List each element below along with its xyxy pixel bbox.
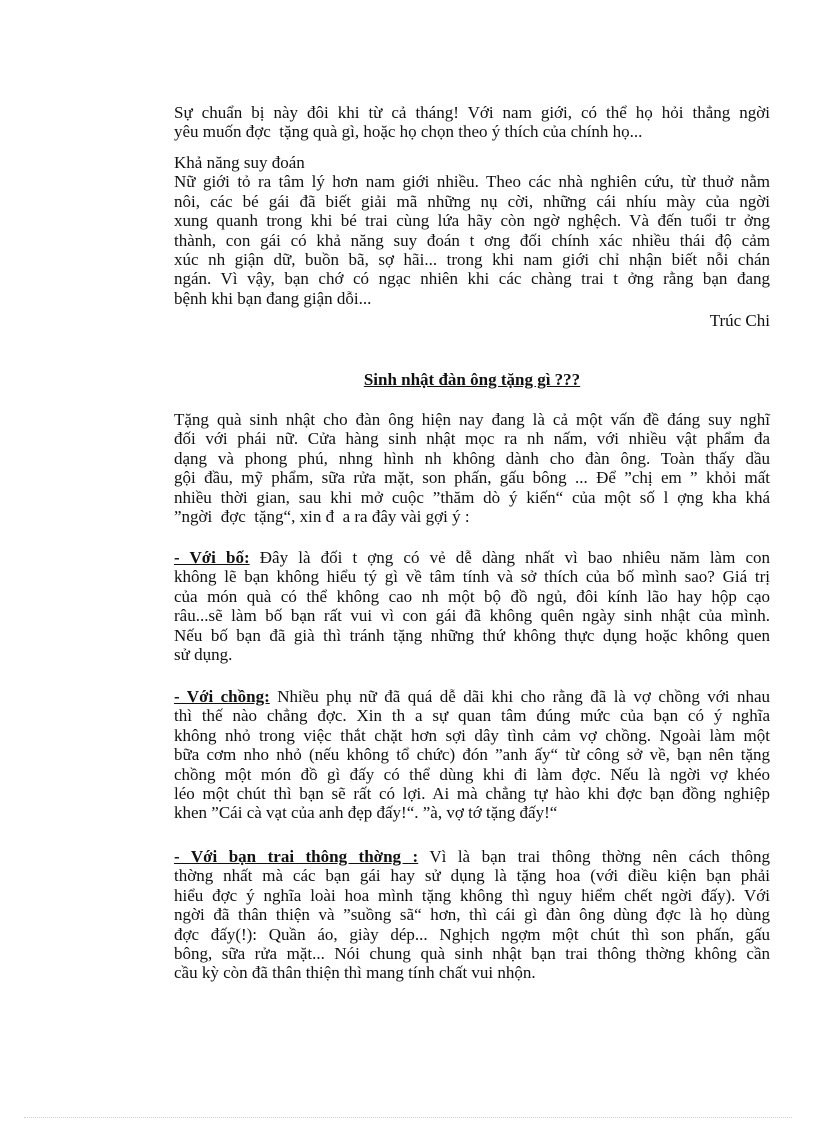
section-heading: Khả năng suy đoán bbox=[174, 153, 305, 172]
text-line: thì thế nào chẳng đợc. Xin th a sự quan tâm đúng mức của bạn có ý nghĩa bbox=[174, 706, 770, 726]
article-title: Sinh nhật đàn ông tặng gì ??? bbox=[363, 370, 581, 389]
author-name: Trúc Chi bbox=[709, 311, 770, 330]
article-intro bbox=[174, 410, 770, 526]
text-line: sử dụng. bbox=[174, 644, 233, 664]
text-line: nôi, các bé gái đã biết giải mã những nụ cời, những cái nhíu mày của ngời bbox=[174, 191, 770, 211]
text-line: dạng và phong phú, nhng hình nh không dành cho đàn ông. Toàn thấy dầu bbox=[174, 448, 770, 468]
father-lead: - Với bố: bbox=[174, 548, 250, 567]
text-line bbox=[174, 847, 770, 866]
boyfriend-section bbox=[174, 847, 770, 983]
author-signature bbox=[174, 311, 770, 330]
text-line: Sự chuẩn bị này đôi khi từ cả tháng! Với nam giới, có thể họ hỏi thẳng ngời bbox=[174, 103, 770, 122]
text-line: nhiều thời gian, sau khi mở cuộc ”thăm dò ý kiến“ của một số l ợng kha khá bbox=[174, 487, 770, 507]
text-line: ”ngời đợc tặng“, xin đ a ra đây vài gợi ý : bbox=[174, 506, 470, 526]
text-line: léo một chút thì bạn sẽ rất có lợi. Ai mà chẳng tự hào khi đợc bạn đồng nghiệp bbox=[174, 783, 770, 803]
text-line: bữa cơm nho nhỏ (nếu không tổ chức) đón ”anh ấy“ từ công sở về, bạn nên tặng bbox=[174, 745, 770, 765]
text-line: chồng một món đồ gì đấy có thể dùng khi đi làm đợc. Nếu là ngời vợ khéo bbox=[174, 764, 770, 784]
text-line: thành, con gái có khả năng suy đoán t ơng đối chính xác nhiều thái độ cảm bbox=[174, 230, 770, 250]
page-bottom-divider bbox=[24, 1117, 792, 1118]
text-line: đối với phái nữ. Cửa hàng sinh nhật mọc ra nh nấm, với nhiều vật phẩm đa bbox=[174, 429, 770, 449]
boyfriend-text: Vì là bạn trai thông thờng nên cách thông bbox=[418, 847, 770, 866]
text-line: Tặng quà sinh nhật cho đàn ông hiện nay đang là cả một vấn đề đáng suy nghĩ bbox=[174, 410, 770, 429]
text-line: thờng nhất mà các bạn gái hay sử dụng là tặng hoa (với điều kiện bạn phải bbox=[174, 866, 770, 886]
text-line: khen ”Cái cà vạt của anh đẹp đấy!“. ”à, vợ tớ tặng đấy!“ bbox=[174, 803, 558, 823]
husband-lead: - Với chồng: bbox=[174, 687, 270, 706]
text-line: đợc đấy(!): Quần áo, giày dép... Nghịch ngợm một chút thì son phấn, gấu bbox=[174, 924, 770, 944]
intro-paragraph bbox=[174, 103, 770, 142]
text-line: không nhỏ trong việc thắt chặt hơn sợi dây tình cảm vợ chồng. Ngoài làm một bbox=[174, 725, 770, 745]
guess-section bbox=[174, 153, 770, 308]
text-line: râu...sẽ làm bố bạn rất vui vì con gái đã không quên ngày sinh nhật của mình. bbox=[174, 606, 770, 626]
text-line: bông, sữa rửa mặt... Nói chung quà sinh nhật bạn trai thông thờng không cần bbox=[174, 943, 770, 963]
husband-section bbox=[174, 687, 770, 823]
text-line: bệnh khi bạn đang giận dỗi... bbox=[174, 288, 372, 308]
text-line: yêu muốn đợc tặng quà gì, hoặc họ chọn theo ý thích của chính họ... bbox=[174, 122, 643, 142]
husband-text: Nhiều phụ nữ đã quá dễ dãi khi cho rằng đã là vợ chồng với nhau bbox=[269, 687, 770, 706]
text-line bbox=[174, 548, 770, 567]
text-line: của món quà có thể không cao nh một bộ đồ ngủ, đôi kính lão hay hộp cạo bbox=[174, 586, 770, 606]
text-line: Nữ giới tỏ ra tâm lý hơn nam giới nhiều. Theo các nhà nghiên cứu, từ thuở nằm bbox=[174, 172, 770, 192]
text-line: xúc nh giận dữ, buồn bã, sợ hãi... trong khi nam giới chỉ nhận biết nỗi chán bbox=[174, 249, 770, 269]
text-line: ngán. Vì vậy, bạn chớ có ngạc nhiên khi các chàng trai t ởng rằng bạn đang bbox=[174, 269, 770, 289]
father-section bbox=[174, 548, 770, 664]
text-line: hiểu đợc ý nghĩa loài hoa mình tặng không thì nguy hiểm chết ngời đấy). Với bbox=[174, 885, 770, 905]
text-line bbox=[174, 687, 770, 706]
text-line: Nếu bố bạn đã già thì tránh tặng những thứ không thực dụng hoặc không quen bbox=[174, 625, 770, 645]
text-line: cầu kỳ còn đã thân thiện thì mang tính chất vui nhộn. bbox=[174, 963, 536, 983]
boyfriend-lead: - Với bạn trai thông thờng : bbox=[174, 847, 419, 866]
father-text: Đây là đối t ợng có vẻ dễ dàng nhất vì bao nhiêu năm làm con bbox=[249, 548, 770, 567]
text-line: gội đầu, mỹ phẩm, sữa rửa mặt, son phấn, gấu bông ... Để ”chị em ” khỏi mất bbox=[174, 468, 770, 488]
text-line: không lẽ bạn không hiểu tý gì về tâm tính và sở thích của bố mình sao? Giá trị bbox=[174, 567, 770, 587]
text-line: ngời đã thân thiện và ”suồng sã“ hơn, thì cái gì đàn ông dùng đợc là họ dùng bbox=[174, 905, 770, 925]
text-line: xung quanh trong khi bé trai cùng lứa hãy còn ngờ nghệch. Và đến tuổi tr ởng bbox=[174, 211, 770, 231]
